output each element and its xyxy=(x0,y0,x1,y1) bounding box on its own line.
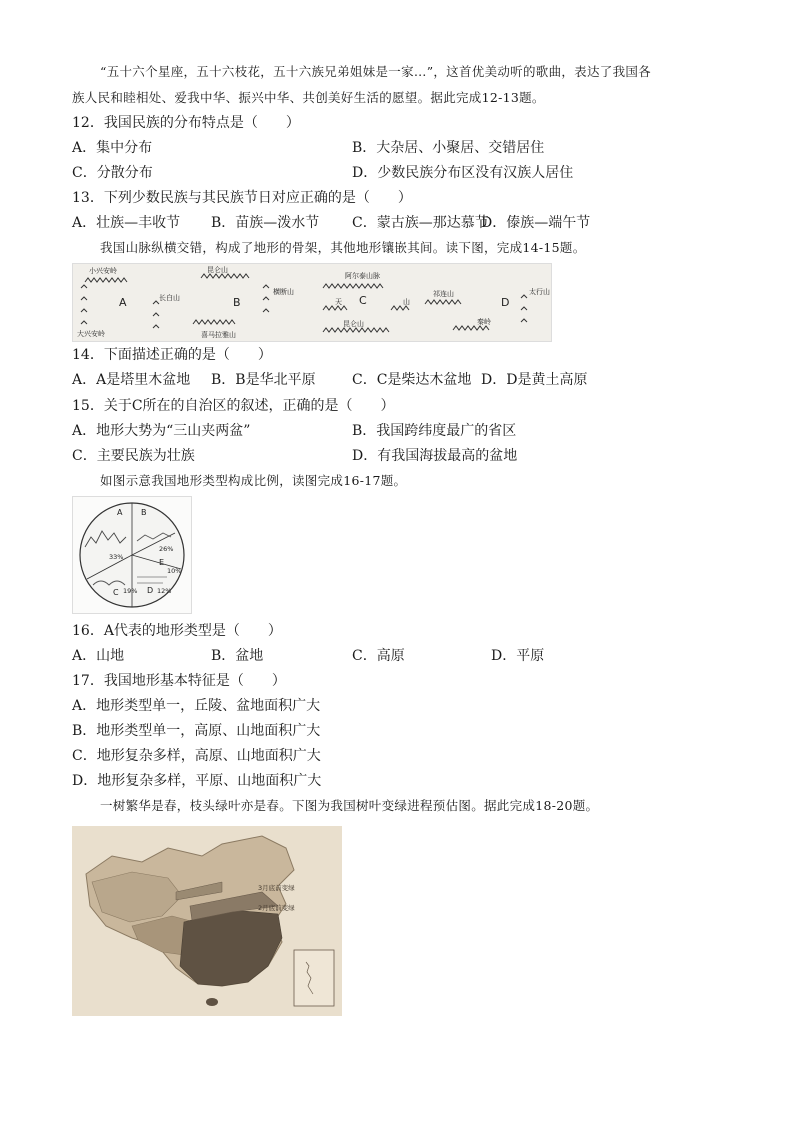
question-14-option-a[interactable]: A．A是塔里木盆地 xyxy=(72,372,191,388)
question-17-option-d[interactable]: D．地形复杂多样，平原、山地面积广大 xyxy=(72,773,322,789)
region-b-label: B xyxy=(233,296,241,309)
terrain-proportion-figure xyxy=(72,496,192,614)
intro-18-20: 一树繁华是春，枝头绿叶亦是春。下图为我国树叶变绿进程预估图。据此完成18-20题。 xyxy=(100,798,599,813)
changbaishan-ridge xyxy=(153,301,159,328)
question-12-option-a[interactable]: A．集中分布 xyxy=(72,140,153,156)
percent-c: 19% xyxy=(123,587,138,595)
label-qinling: 秦岭 xyxy=(477,318,491,326)
label-b: B xyxy=(141,508,147,517)
question-12-stem: 12．我国民族的分布特点是（ ） xyxy=(72,115,300,131)
label-changbaishan: 长白山 xyxy=(159,294,180,302)
question-16-option-a[interactable]: A．山地 xyxy=(72,648,125,664)
question-13-option-a[interactable]: A．壮族—丰收节 xyxy=(72,215,181,231)
region-a-label: A xyxy=(119,296,127,309)
question-15-option-c[interactable]: C．主要民族为壮族 xyxy=(72,448,195,464)
label-altai: 阿尔泰山脉 xyxy=(345,272,380,280)
himalaya-ridge xyxy=(193,320,235,324)
tianshan-ridge-left xyxy=(323,306,347,310)
percent-b: 26% xyxy=(159,545,174,553)
question-15-option-b[interactable]: B．我国跨纬度最广的省区 xyxy=(352,423,517,439)
label-3march: 3月底前变绿 xyxy=(258,884,295,892)
hainan-island xyxy=(206,998,218,1006)
question-16-option-b[interactable]: B．盆地 xyxy=(211,648,264,664)
label-c: C xyxy=(113,588,119,597)
xiaoxinganling-ridge xyxy=(85,278,127,282)
kunlun-ridge-2 xyxy=(323,328,389,332)
leaf-greening-map-svg xyxy=(72,826,342,1016)
label-hengduan: 横断山 xyxy=(273,288,294,296)
percent-e: 10% xyxy=(167,567,182,575)
label-a: A xyxy=(117,508,123,517)
question-14-option-d[interactable]: D．D是黄土高原 xyxy=(481,372,588,388)
question-13-option-d[interactable]: D．傣族—端午节 xyxy=(481,215,591,231)
mountain-ranges-figure xyxy=(72,263,552,342)
label-shan: 山 xyxy=(403,298,410,306)
qilian-ridge xyxy=(425,300,461,304)
question-17-option-c[interactable]: C．地形复杂多样，高原、山地面积广大 xyxy=(72,748,321,764)
label-kunlun-2: 昆仑山 xyxy=(343,320,364,328)
region-c-label: C xyxy=(359,294,367,307)
question-16-stem: 16．A代表的地形类型是（ ） xyxy=(72,623,282,639)
terrain-proportion-svg xyxy=(73,497,191,613)
question-17-option-a[interactable]: A．地形类型单一，丘陵、盆地面积广大 xyxy=(72,698,321,714)
altai-ridge xyxy=(323,284,383,288)
question-14-option-b[interactable]: B．B是华北平原 xyxy=(211,372,316,388)
kunlun-ridge-1 xyxy=(201,274,249,278)
label-kunlun-1: 昆仑山 xyxy=(207,266,228,274)
question-17-stem: 17．我国地形基本特征是（ ） xyxy=(72,673,286,689)
question-14-stem: 14．下面描述正确的是（ ） xyxy=(72,347,272,363)
qinling-ridge xyxy=(453,326,489,330)
label-himalaya: 喜马拉雅山 xyxy=(201,331,236,339)
hengduan-ridge xyxy=(263,285,269,312)
label-d: D xyxy=(147,586,154,595)
region-d-label: D xyxy=(501,296,510,309)
question-15-option-d[interactable]: D．有我国海拔最高的盆地 xyxy=(352,448,518,464)
question-12-option-d[interactable]: D．少数民族分布区没有汉族人居住 xyxy=(352,165,574,181)
south-china-sea-inset xyxy=(294,950,334,1006)
label-xiaoxinganling: 小兴安岭 xyxy=(89,267,117,275)
question-13-option-c[interactable]: C．蒙古族—那达慕节 xyxy=(352,215,489,231)
question-12-option-b[interactable]: B．大杂居、小聚居、交错居住 xyxy=(352,140,545,156)
question-13-option-b[interactable]: B．苗族—泼水节 xyxy=(211,215,320,231)
question-17-option-b[interactable]: B．地形类型单一，高原、山地面积广大 xyxy=(72,723,321,739)
label-tian: 天 xyxy=(335,298,342,306)
tianshan-ridge-right xyxy=(391,306,409,310)
percent-a: 33% xyxy=(109,553,124,561)
label-2feb: 2月底前变绿 xyxy=(258,904,295,912)
label-taihang: 太行山 xyxy=(529,288,550,296)
question-15-option-a[interactable]: A．地形大势为“三山夹两盆” xyxy=(72,423,251,439)
question-12-option-c[interactable]: C．分散分布 xyxy=(72,165,153,181)
label-qilian: 祁连山 xyxy=(433,290,454,298)
taihang-ridge xyxy=(521,295,527,322)
percent-d: 12% xyxy=(157,587,172,595)
question-16-option-c[interactable]: C．高原 xyxy=(352,648,405,664)
question-16-option-d[interactable]: D．平原 xyxy=(491,648,545,664)
intro-12-13-line1: “五十六个星座，五十六枝花，五十六族兄弟姐妹是一家…”，这首优美动听的歌曲，表达了我国各 xyxy=(100,64,651,79)
label-daxinganling: 大兴安岭 xyxy=(77,330,105,338)
mountain-ranges-svg xyxy=(73,264,551,341)
question-15-stem: 15．关于C所在的自治区的叙述，正确的是（ ） xyxy=(72,398,395,414)
daxinganling-ridge xyxy=(81,285,87,324)
intro-14-15: 我国山脉纵横交错，构成了地形的骨架，其他地形镶嵌其间。读下图，完成14-15题。 xyxy=(100,240,586,255)
label-e: E xyxy=(159,558,165,567)
question-14-option-c[interactable]: C．C是柴达木盆地 xyxy=(352,372,472,388)
leaf-greening-map xyxy=(72,826,342,1016)
question-13-stem: 13．下列少数民族与其民族节日对应正确的是（ ） xyxy=(72,190,412,206)
intro-16-17: 如图示意我国地形类型构成比例，读图完成16-17题。 xyxy=(100,473,407,488)
intro-12-13-line2: 族人民和睦相处、爱我中华、振兴中华、共创美好生活的愿望。据此完成12-13题。 xyxy=(72,90,545,105)
